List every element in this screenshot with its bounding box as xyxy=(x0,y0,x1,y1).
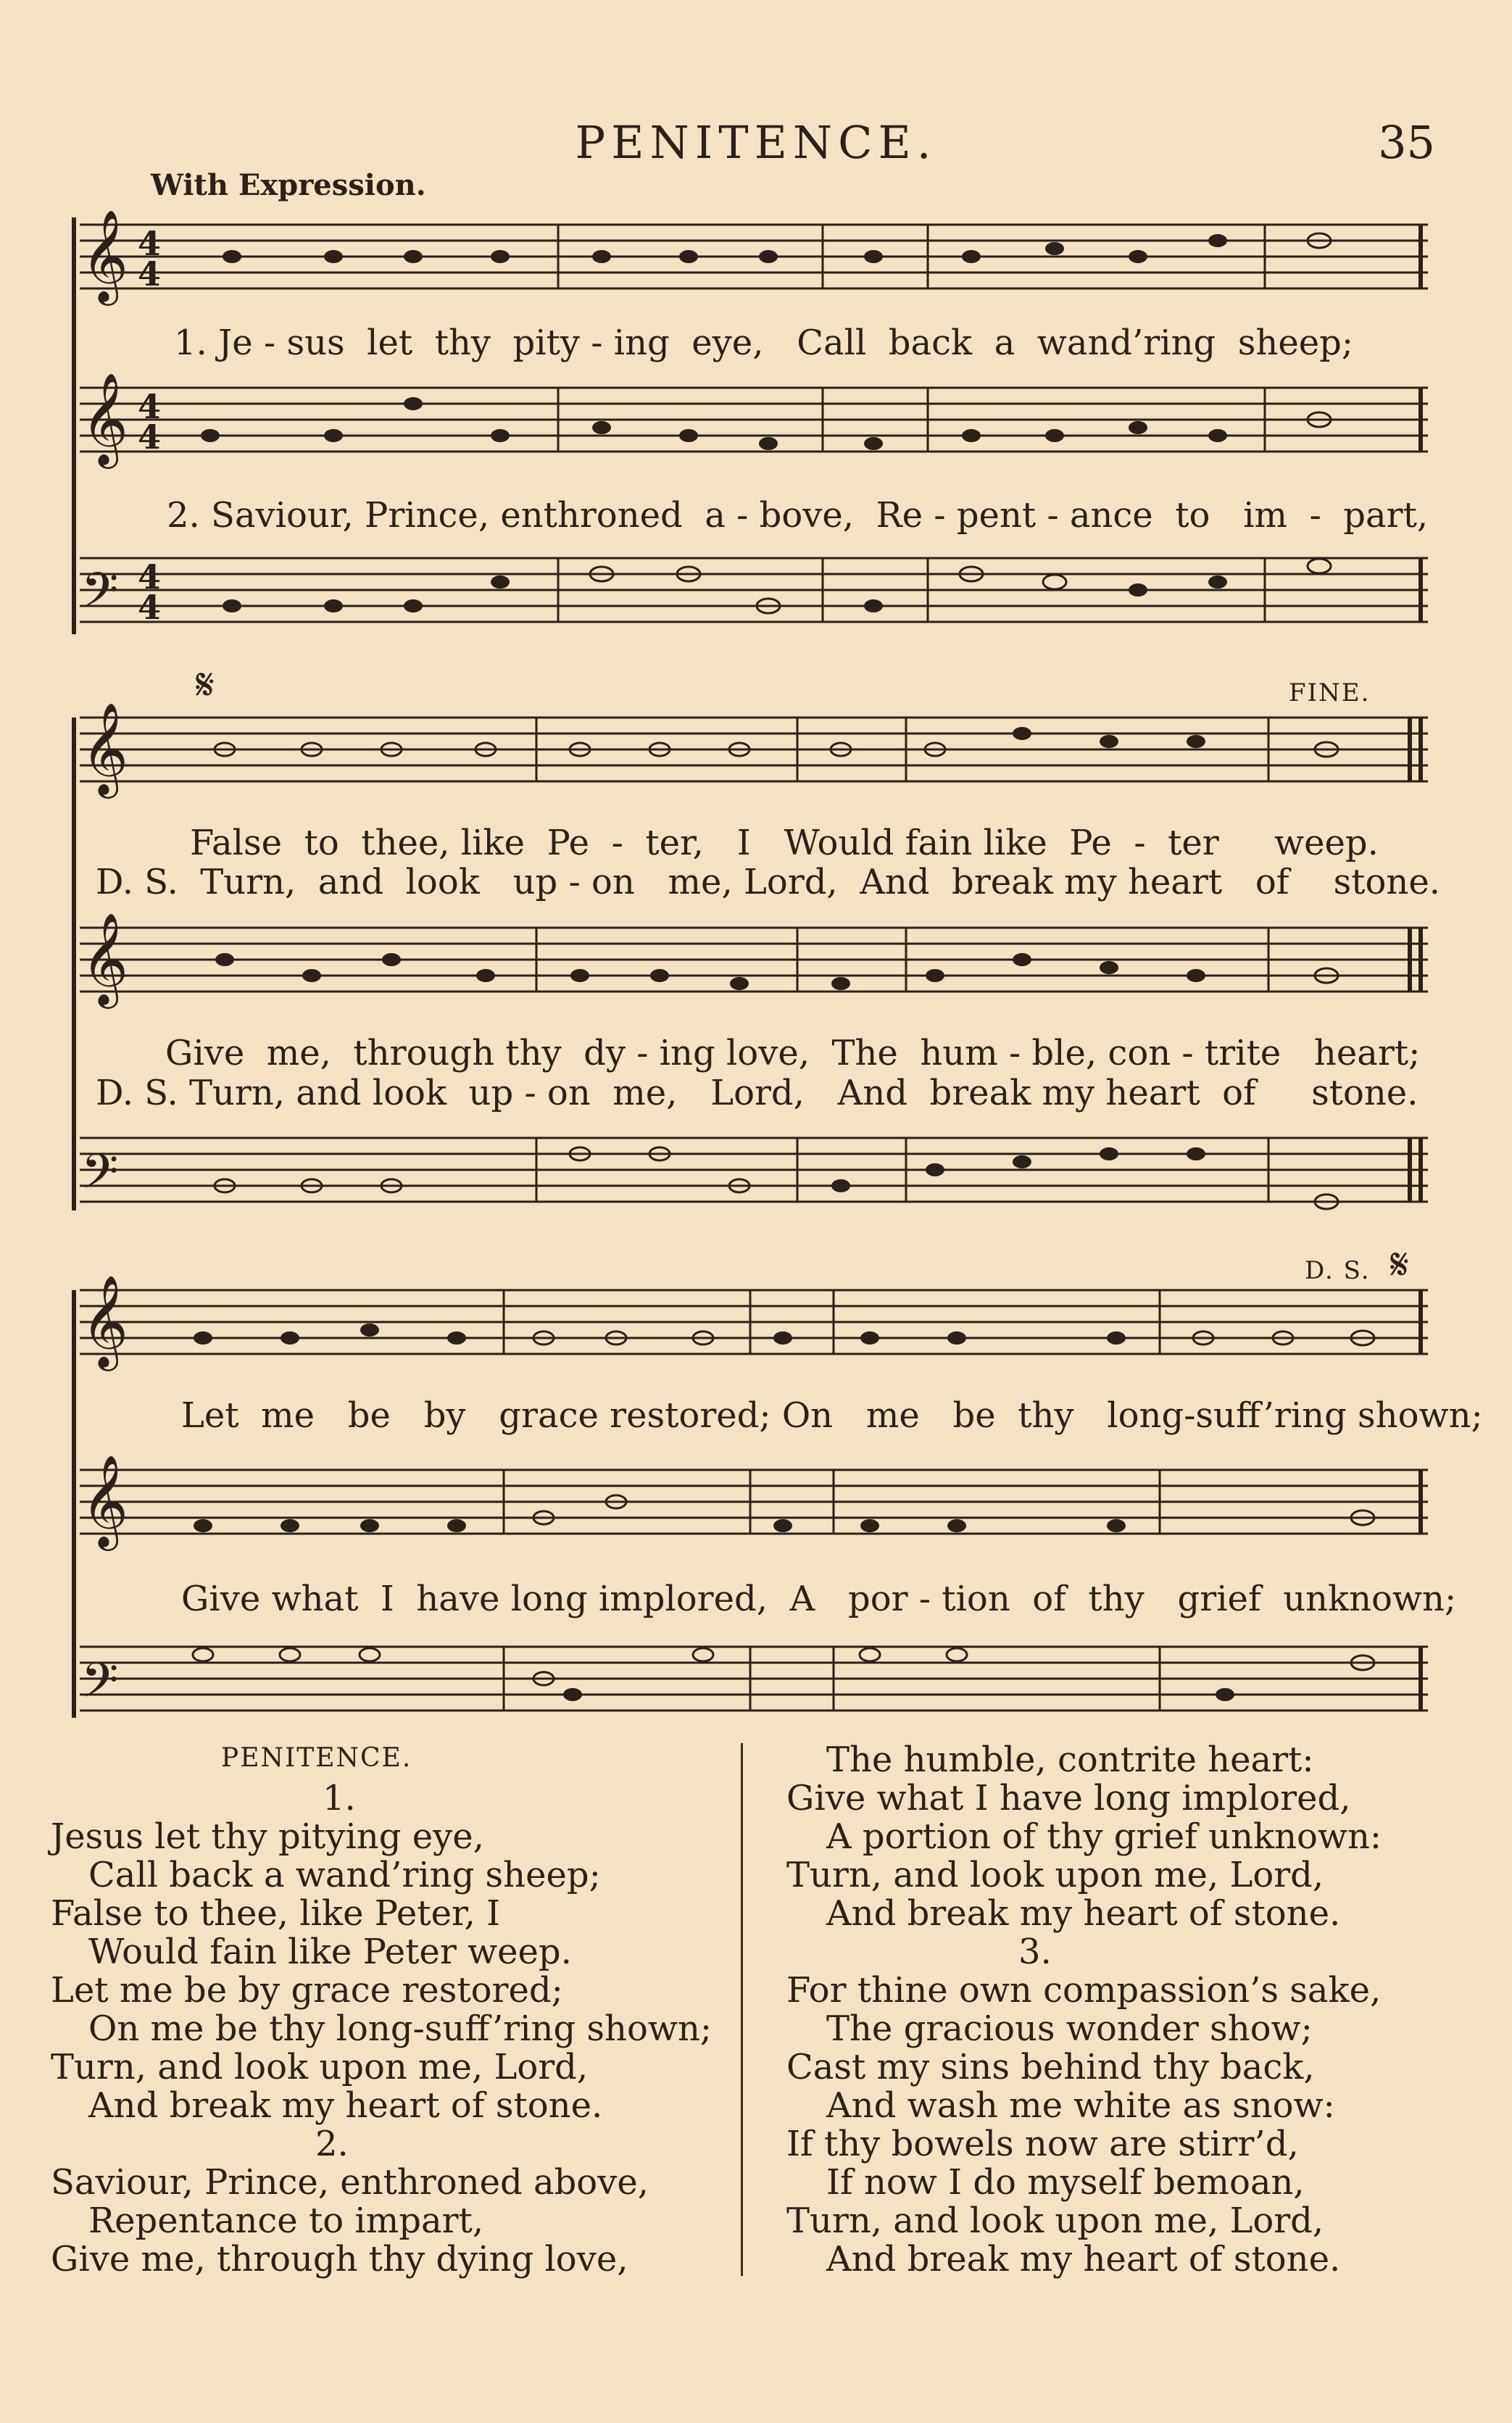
page-number: 35 xyxy=(1378,116,1435,169)
text-line: Turn, and look upon me, Lord, xyxy=(786,1855,1324,1895)
lyric-line-false: False to thee, like Pe - ter, I Would fain like Pe - ter weep. xyxy=(190,823,1379,863)
lyric-verse-2: 2. Saviour, Prince, enthroned a - bove, Re - pent - ance to im - part, xyxy=(167,495,1429,536)
text-line: If thy bowels now are stirr’d, xyxy=(786,2124,1299,2164)
lyric-line-give: Give me, through thy dy - ing love, The hum - ble, con - trite heart; xyxy=(165,1033,1421,1073)
page-title: PENITENCE. xyxy=(575,116,937,169)
svg-text:4: 4 xyxy=(138,254,162,294)
lyric-line-ds-2: D. S. Turn, and look up - on me, Lord, And break my heart of stone. xyxy=(96,1073,1418,1113)
svg-text:𝄞: 𝄞 xyxy=(81,912,129,1005)
svg-text:4: 4 xyxy=(138,387,162,426)
text-line: Repentance to impart, xyxy=(88,2200,484,2241)
svg-text:4: 4 xyxy=(138,557,162,597)
text-line: On me be thy long-suff’ring shown; xyxy=(88,2008,713,2049)
text-line: And wash me white as snow: xyxy=(826,2085,1335,2126)
ds-mark: D. S. xyxy=(1305,1256,1371,1285)
text-line: Cast my sins behind thy back, xyxy=(786,2047,1315,2087)
svg-text:𝄢: 𝄢 xyxy=(81,562,119,630)
fine-mark: FINE. xyxy=(1289,678,1371,707)
text-line: Give what I have long implored, xyxy=(786,1778,1351,1819)
svg-text:4: 4 xyxy=(138,588,162,627)
text-line: Turn, and look upon me, Lord, xyxy=(51,2047,589,2087)
lyric-line-let: Let me be by grace restored; On me be thy long-suff’ring shown; xyxy=(181,1395,1483,1436)
system-2 xyxy=(65,702,1442,1218)
verse-number: 3. xyxy=(1018,1932,1052,1972)
svg-text:𝄞: 𝄞 xyxy=(81,702,129,794)
text-line: And break my heart of stone. xyxy=(826,2239,1341,2279)
system-3 xyxy=(65,1274,1442,1725)
text-line: Let me be by grace restored; xyxy=(51,1970,563,2011)
text-line: A portion of thy grief unknown: xyxy=(826,1816,1382,1857)
svg-text:𝄞: 𝄞 xyxy=(81,1454,129,1547)
lyric-line-ds-1: D. S. Turn, and look up - on me, Lord, And break my heart of stone. xyxy=(96,862,1440,902)
text-line: Turn, and look upon me, Lord, xyxy=(786,2200,1324,2241)
lyric-verse-1: 1. Je - sus let thy pity - ing eye, Call back a wand’ring sheep; xyxy=(174,323,1354,363)
text-line: Saviour, Prince, enthroned above, xyxy=(51,2162,649,2203)
segno-mark-2: 𝄋 xyxy=(1390,1239,1409,1290)
svg-text:𝄞: 𝄞 xyxy=(81,372,129,465)
hymn-text-left-column xyxy=(51,1779,712,2279)
expression-marking: With Expression. xyxy=(151,168,426,202)
svg-text:4: 4 xyxy=(138,417,162,457)
column-divider xyxy=(741,1743,743,2276)
text-line: Give me, through thy dying love, xyxy=(51,2239,628,2279)
text-line: And break my heart of stone. xyxy=(88,2085,603,2126)
system-1 xyxy=(65,210,1442,638)
text-line: The gracious wonder show; xyxy=(826,2008,1313,2049)
text-line: If now I do myself bemoan, xyxy=(826,2162,1305,2203)
hymn-text-heading: PENITENCE. xyxy=(221,1743,412,1773)
text-line: For thine own compassion’s sake, xyxy=(786,1970,1382,2011)
hymn-text-right-column xyxy=(786,1741,1382,2279)
verse-number: 1. xyxy=(323,1778,356,1819)
treble-staff-1 xyxy=(80,225,1428,288)
svg-text:𝄞: 𝄞 xyxy=(81,209,129,302)
lyric-line-give-what: Give what I have long implored, A por - tion of thy grief unknown; xyxy=(181,1579,1457,1619)
svg-text:4: 4 xyxy=(138,224,162,263)
text-line: False to thee, like Peter, I xyxy=(51,1893,501,1934)
text-line: And break my heart of stone. xyxy=(826,1893,1341,1934)
segno-mark: 𝄋 xyxy=(196,660,215,710)
text-line: Call back a wand’ring sheep; xyxy=(88,1855,601,1895)
text-line: The humble, contrite heart: xyxy=(826,1740,1314,1780)
svg-text:𝄢: 𝄢 xyxy=(81,1144,119,1211)
text-line: Jesus let thy pitying eye, xyxy=(51,1816,484,1857)
verse-number: 2. xyxy=(315,2124,349,2164)
text-line: Would fain like Peter weep. xyxy=(88,1932,572,1972)
svg-text:𝄞: 𝄞 xyxy=(81,1274,129,1367)
svg-text:𝄢: 𝄢 xyxy=(81,1653,119,1720)
